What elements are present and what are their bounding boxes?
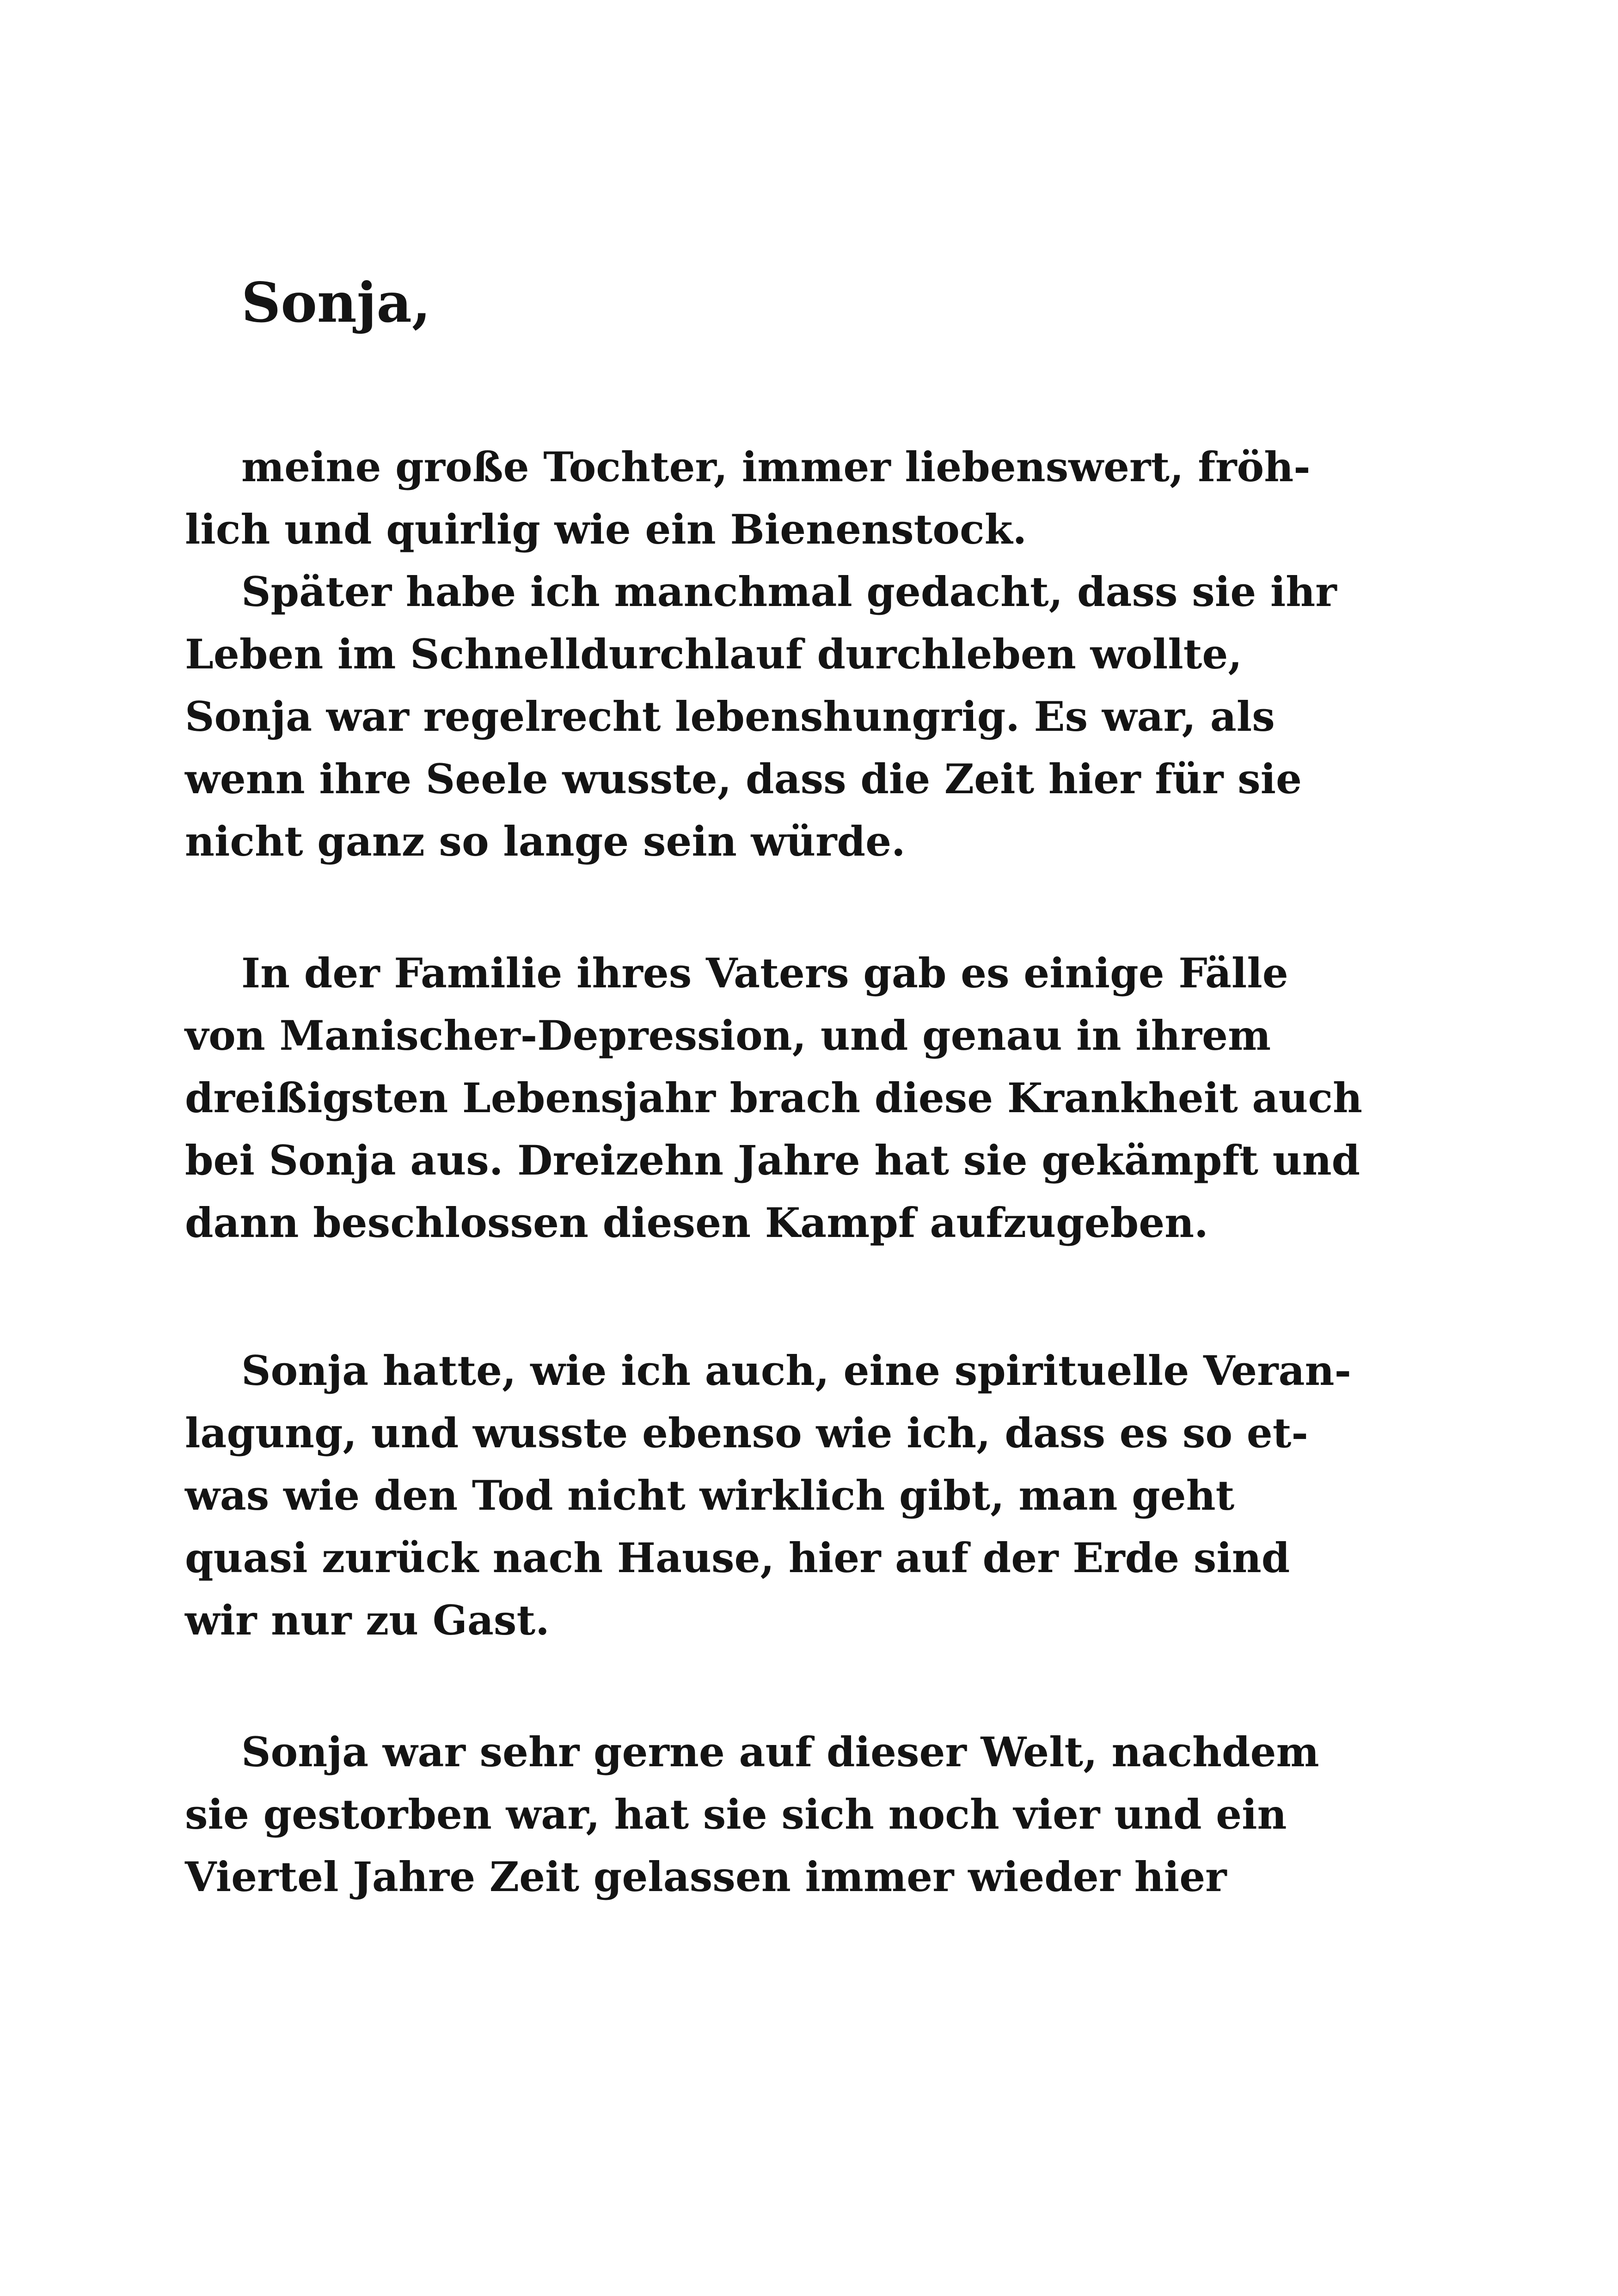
paragraph-2-line-4: wenn ihre Seele wusste, dass die Zeit hier für sie <box>185 755 1302 803</box>
paragraph-4-line-1: Sonja hatte, wie ich auch, eine spirituelle Veran- <box>241 1347 1352 1395</box>
paragraph-3-line-2: von Manischer-Depression, und genau in ihrem <box>185 1011 1271 1059</box>
paragraph-2-line-3: Sonja war regelrecht lebenshungrig. Es war, als <box>185 692 1275 741</box>
paragraph-3-line-1: In der Familie ihres Vaters gab es einige Fälle <box>241 949 1288 997</box>
page-title: Sonja, <box>241 270 431 335</box>
paragraph-1-line-2: lich und quirlig wie ein Bienenstock. <box>185 505 1027 553</box>
paragraph-3-line-3: dreißigsten Lebensjahr brach diese Krankheit auch <box>185 1074 1362 1122</box>
paragraph-2-line-5: nicht ganz so lange sein würde. <box>185 817 906 865</box>
paragraph-4-line-3: was wie den Tod nicht wirklich gibt, man geht <box>185 1471 1235 1519</box>
paragraph-2-line-1: Später habe ich manchmal gedacht, dass sie ihr <box>241 568 1337 616</box>
paragraph-4-line-4: quasi zurück nach Hause, hier auf der Erde sind <box>185 1534 1290 1582</box>
paragraph-3-line-4: bei Sonja aus. Dreizehn Jahre hat sie gekämpft und <box>185 1136 1361 1184</box>
paragraph-1-line-1: meine große Tochter, immer liebenswert, fröh- <box>241 443 1311 491</box>
paragraph-4-line-2: lagung, und wusste ebenso wie ich, dass es so et- <box>185 1409 1308 1457</box>
paragraph-4-line-5: wir nur zu Gast. <box>185 1596 550 1644</box>
paragraph-5-line-2: sie gestorben war, hat sie sich noch vier und ein <box>185 1790 1287 1838</box>
paragraph-2-line-2: Leben im Schnelldurchlauf durchleben wollte, <box>185 630 1243 678</box>
paragraph-5-line-1: Sonja war sehr gerne auf dieser Welt, nachdem <box>241 1728 1319 1776</box>
paragraph-5-line-3: Viertel Jahre Zeit gelassen immer wieder hier <box>185 1853 1227 1901</box>
paragraph-3-line-5: dann beschlossen diesen Kampf aufzugeben. <box>185 1199 1208 1247</box>
